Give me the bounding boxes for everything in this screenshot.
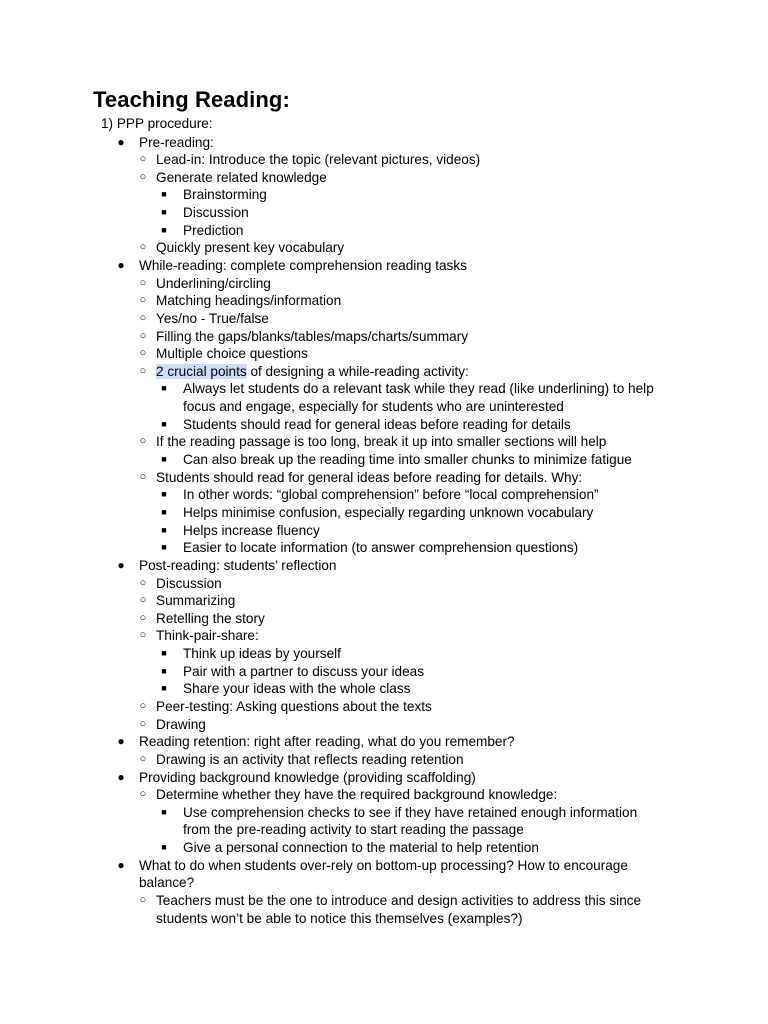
disc-bullet-icon: ● xyxy=(117,857,125,872)
outline-line-level-3: from the pre-reading activity to start reading the passage xyxy=(183,822,524,838)
outline-line-level-2: students won’t be able to notice this themselves (examples?) xyxy=(156,910,523,926)
square-bullet-icon: ■ xyxy=(161,207,167,218)
circle-bullet-icon: ○ xyxy=(139,717,147,730)
square-bullet-icon: ■ xyxy=(161,454,167,465)
outline-line-level-3: Brainstorming xyxy=(183,187,267,203)
disc-bullet-icon: ● xyxy=(117,134,125,149)
outline-line-level-2: Underlining/circling xyxy=(156,275,271,291)
outline-line-level-3: Share your ideas with the whole class xyxy=(183,681,411,697)
outline-line-level-2: Lead-in: Introduce the topic (relevant pictures, videos) xyxy=(156,152,481,168)
outline-line-level-2: Drawing is an activity that reflects reading retention xyxy=(156,751,464,767)
outline-line-level-2: Generate related knowledge xyxy=(156,169,327,185)
highlighted-text: 2 crucial points xyxy=(156,363,247,379)
square-bullet-icon: ■ xyxy=(161,806,167,817)
outline-line-level-2: Filling the gaps/blanks/tables/maps/charts/summary xyxy=(156,328,469,344)
outline-line-level-2: Quickly present key vocabulary xyxy=(156,240,345,256)
disc-bullet-icon: ● xyxy=(117,557,125,572)
outline-line-level-3: Helps increase fluency xyxy=(183,522,320,538)
circle-bullet-icon: ○ xyxy=(139,470,147,483)
circle-bullet-icon: ○ xyxy=(139,752,147,765)
square-bullet-icon: ■ xyxy=(161,665,167,676)
outline-line-level-2: Summarizing xyxy=(156,593,236,609)
outline-line-level-2 xyxy=(156,363,469,381)
outline-line-level-2: If the reading passage is too long, break it up into smaller sections will help xyxy=(156,434,607,450)
outline-line-level-1: Pre-reading: xyxy=(139,134,214,150)
outline-line-level-2: Yes/no - True/false xyxy=(156,310,269,326)
outline-line-level-2: Drawing xyxy=(156,716,206,732)
circle-bullet-icon: ○ xyxy=(139,611,147,624)
outline-line-level-1: Providing background knowledge (providing scaffolding) xyxy=(139,769,476,785)
square-bullet-icon: ■ xyxy=(161,842,167,853)
outline-line-level-3: Easier to locate information (to answer comprehension questions) xyxy=(183,540,579,556)
circle-bullet-icon: ○ xyxy=(139,594,147,607)
outline-line-level-1: Reading retention: right after reading, what do you remember? xyxy=(139,734,515,750)
outline-line-level-3: focus and engage, especially for students who are uninterested xyxy=(183,399,564,415)
outline-line-level-2: Matching headings/information xyxy=(156,293,342,309)
document-title: Teaching Reading: xyxy=(93,87,290,112)
outline-line-level-3: Think up ideas by yourself xyxy=(183,646,341,662)
square-bullet-icon: ■ xyxy=(161,189,167,200)
outline-line-level-3: Pair with a partner to discuss your ideas xyxy=(183,663,425,679)
circle-bullet-icon: ○ xyxy=(139,294,147,307)
circle-bullet-icon: ○ xyxy=(139,311,147,324)
circle-bullet-icon: ○ xyxy=(139,576,147,589)
disc-bullet-icon: ● xyxy=(117,769,125,784)
outline-line-level-2: Multiple choice questions xyxy=(156,346,308,362)
outline-line-level-2: Teachers must be the one to introduce and design activities to address this since xyxy=(156,893,642,909)
square-bullet-icon: ■ xyxy=(161,506,167,517)
outline-line-level-1: While-reading: complete comprehension reading tasks xyxy=(139,257,467,273)
outline-line-level-3: Students should read for general ideas before reading for details xyxy=(183,416,571,432)
circle-bullet-icon: ○ xyxy=(139,276,147,289)
outline-line-level-3: Can also break up the reading time into smaller chunks to minimize fatigue xyxy=(183,452,632,468)
section-label: 1) PPP procedure: xyxy=(101,116,213,131)
line-text: of designing a while-reading activity: xyxy=(246,363,469,379)
square-bullet-icon: ■ xyxy=(161,489,167,500)
outline-line-level-1: balance? xyxy=(139,875,195,891)
outline-line-level-2: Think-pair-share: xyxy=(156,628,259,644)
disc-bullet-icon: ● xyxy=(117,257,125,272)
square-bullet-icon: ■ xyxy=(161,542,167,553)
circle-bullet-icon: ○ xyxy=(139,153,147,166)
circle-bullet-icon: ○ xyxy=(139,241,147,254)
outline-line-level-3: In other words: “global comprehension” before “local comprehension” xyxy=(183,487,599,503)
circle-bullet-icon: ○ xyxy=(139,629,147,642)
outline-line-level-3: Helps minimise confusion, especially regarding unknown vocabulary xyxy=(183,504,594,520)
outline-line-level-2: Students should read for general ideas before reading for details. Why: xyxy=(156,469,583,485)
outline-line-level-3: Give a personal connection to the material to help retention xyxy=(183,840,539,856)
square-bullet-icon: ■ xyxy=(161,524,167,535)
outline-line-level-3: Use comprehension checks to see if they have retained enough information xyxy=(183,804,638,820)
square-bullet-icon: ■ xyxy=(161,648,167,659)
square-bullet-icon: ■ xyxy=(161,418,167,429)
circle-bullet-icon: ○ xyxy=(139,788,147,801)
disc-bullet-icon: ● xyxy=(117,734,125,749)
circle-bullet-icon: ○ xyxy=(139,699,147,712)
circle-bullet-icon: ○ xyxy=(139,329,147,342)
circle-bullet-icon: ○ xyxy=(139,435,147,448)
circle-bullet-icon: ○ xyxy=(139,364,147,377)
outline-line-level-2: Peer-testing: Asking questions about the texts xyxy=(156,698,432,714)
square-bullet-icon: ■ xyxy=(161,224,167,235)
outline-line-level-3: Prediction xyxy=(183,222,244,238)
outline-line-level-2: Discussion xyxy=(156,575,222,591)
outline-line-level-1: What to do when students over-rely on bottom-up processing? How to encourage xyxy=(139,857,628,873)
outline-line-level-2: Retelling the story xyxy=(156,610,265,626)
outline-line-level-3: Always let students do a relevant task while they read (like underlining) to help xyxy=(183,381,654,397)
outline-line-level-1: Post-reading: students’ reflection xyxy=(139,557,337,573)
square-bullet-icon: ■ xyxy=(161,383,167,394)
circle-bullet-icon: ○ xyxy=(139,347,147,360)
circle-bullet-icon: ○ xyxy=(139,894,147,907)
outline-line-level-3: Discussion xyxy=(183,205,249,221)
circle-bullet-icon: ○ xyxy=(139,170,147,183)
outline-line-level-2: Determine whether they have the required background knowledge: xyxy=(156,787,558,803)
square-bullet-icon: ■ xyxy=(161,683,167,694)
